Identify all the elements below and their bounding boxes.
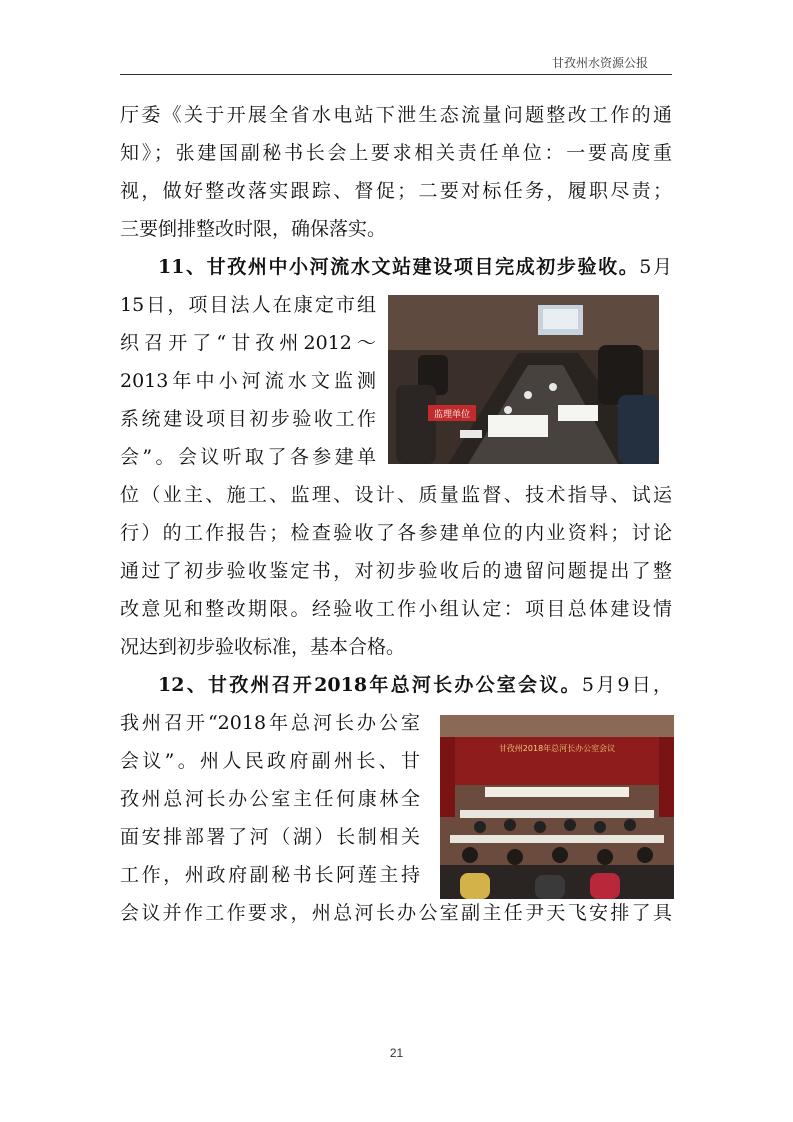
text-line: 会议并作工作要求，州总河长办公室副主任尹天飞安排了具 <box>120 902 672 924</box>
page-number: 21 <box>389 1046 404 1060</box>
acceptance-meeting-photo <box>388 295 659 464</box>
item-12-heading-line <box>120 666 672 704</box>
text-line: 通过了初步验收鉴定书，对初步验收后的遗留问题提出了整 <box>120 560 672 582</box>
body-text <box>120 96 672 932</box>
river-chief-meeting-photo <box>440 715 674 899</box>
text-line: 15日，项目法人在康定市组 <box>120 294 376 316</box>
text-line: 会”。会议听取了各参建单 <box>120 446 376 468</box>
item-12-date: 5月9日， <box>581 674 672 696</box>
text-line: 系统建设项目初步验收工作 <box>120 408 376 430</box>
text-line: 视，做好整改落实跟踪、督促；二要对标任务，履职尽责； <box>120 180 672 202</box>
text-line: 我州召开“2018年总河长办公室 <box>120 712 420 734</box>
text-line: 会议”。州人民政府副州长、甘 <box>120 750 420 772</box>
text-line: 2013年中小河流水文监测 <box>120 370 376 392</box>
item-11-heading: 11、甘孜州中小河流水文站建设项目完成初步验收。 <box>158 256 640 278</box>
item-11-heading-line <box>120 248 672 286</box>
photo-table-sign: 监理单位 <box>433 410 471 420</box>
header-title: 甘孜州水资源公报 <box>551 56 648 70</box>
text-line: 孜州总河长办公室主任何康林全 <box>120 788 420 810</box>
item-12-wrap <box>120 704 672 894</box>
page-header <box>120 50 672 75</box>
text-line: 行）的工作报告；检查验收了各参建单位的内业资料；讨论 <box>120 522 672 544</box>
item-11-wrap <box>120 286 672 476</box>
text-line: 厅委《关于开展全省水电站下泄生态流量问题整改工作的通 <box>120 104 672 126</box>
text-line: 况达到初步验收标准，基本合格。 <box>120 636 406 658</box>
item-12-heading: 12、甘孜州召开2018年总河长办公室会议。 <box>158 674 582 696</box>
text-line: 知》；张建国副秘书长会上要求相关责任单位：一要高度重 <box>120 142 672 164</box>
item-11-date: 5月 <box>639 256 672 278</box>
text-line: 改意见和整改期限。经验收工作小组认定：项目总体建设情 <box>120 598 672 620</box>
text-line: 面安排部署了河（湖）长制相关 <box>120 826 420 848</box>
photo-banner-text: 甘孜州2018年总河长办公室会议 <box>498 744 616 753</box>
text-line: 位（业主、施工、监理、设计、质量监督、技术指导、试运 <box>120 484 672 506</box>
text-line: 织召开了“甘孜州2012～ <box>120 332 376 354</box>
text-line: 工作，州政府副秘书长阿莲主持 <box>120 864 420 886</box>
text-line: 三要倒排整改时限，确保落实。 <box>120 218 387 240</box>
